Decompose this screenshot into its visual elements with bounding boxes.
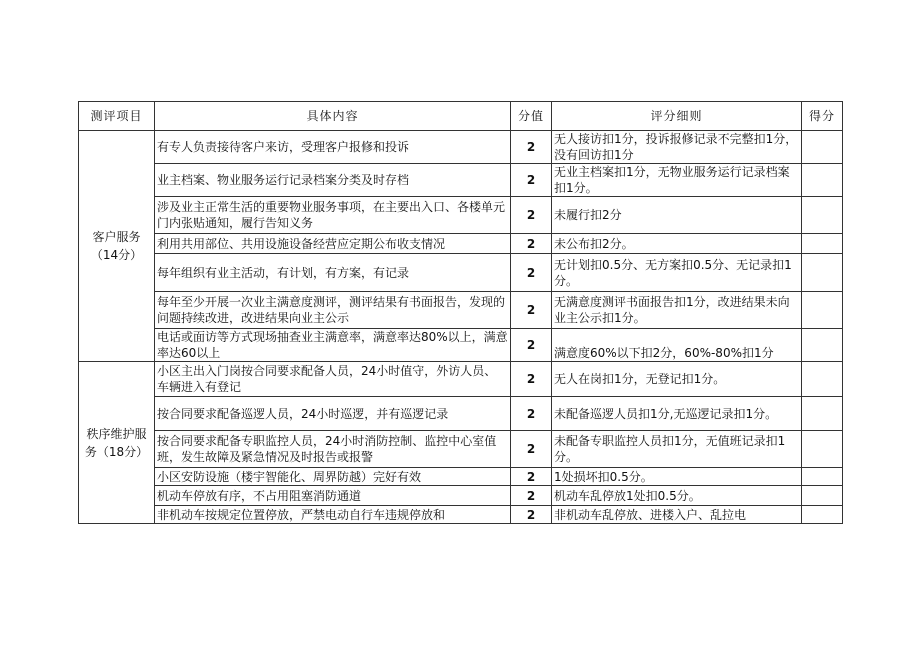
content-cell: 每年组织有业主活动，有计划，有方案，有记录: [155, 254, 511, 292]
table-row: [79, 397, 843, 431]
header-item: 测评项目: [79, 102, 155, 131]
scoring-table: [78, 101, 843, 524]
rule-cell: 无业主档案扣1分，无物业服务运行记录档案扣1分。: [552, 164, 802, 197]
header-result: 得分: [802, 102, 843, 131]
header-score: 分值: [511, 102, 552, 131]
score-cell: 2: [511, 506, 552, 524]
table-row: [79, 197, 843, 234]
section-label-line1: 秩序维护服: [86, 426, 147, 441]
rule-cell: 无人接访扣1分，投诉报修记录不完整扣1分，没有回访扣1分: [552, 131, 802, 164]
rule-cell: 机动车乱停放1处扣0.5分。: [552, 486, 802, 506]
content-cell: 每年至少开展一次业主满意度测评，测评结果有书面报告，发现的问题持续改进，改进结果向业主公示: [155, 292, 511, 329]
table-row: [79, 234, 843, 254]
score-cell: 2: [511, 292, 552, 329]
content-cell: 非机动车按规定位置停放，严禁电动自行车违规停放和: [155, 506, 511, 524]
content-cell: 电话或面访等方式现场抽查业主满意率，满意率达80%以上，满意率达60以上: [155, 329, 511, 362]
content-cell: 小区主出入门岗按合同要求配备人员，24小时值守，外访人员、车辆进入有登记: [155, 362, 511, 397]
rule-cell: 无满意度测评书面报告扣1分，改进结果未向业主公示扣1分。: [552, 292, 802, 329]
result-cell[interactable]: [802, 468, 843, 486]
result-cell[interactable]: [802, 506, 843, 524]
score-cell: 2: [511, 234, 552, 254]
header-row: [79, 102, 843, 131]
result-cell[interactable]: [802, 292, 843, 329]
content-cell: 有专人负责接待客户来访，受理客户报修和投诉: [155, 131, 511, 164]
score-cell: 2: [511, 254, 552, 292]
table-row: [79, 254, 843, 292]
section-label-line2: （14分）: [90, 248, 143, 262]
score-cell: 2: [511, 164, 552, 197]
section-label-line2: 务（18分）: [84, 444, 149, 459]
score-cell: 2: [511, 362, 552, 397]
table-row: [79, 329, 843, 362]
section-label: [79, 362, 155, 524]
table-row: [79, 431, 843, 468]
header-content: 具体内容: [155, 102, 511, 131]
table-row: [79, 506, 843, 524]
result-cell[interactable]: [802, 329, 843, 362]
content-cell: 利用共用部位、共用设施设备经营应定期公布收支情况: [155, 234, 511, 254]
score-cell: 2: [511, 197, 552, 234]
table-row: [79, 468, 843, 486]
rule-cell: 未配备专职监控人员扣1分，无值班记录扣1分。: [552, 431, 802, 468]
content-cell: 机动车停放有序，不占用阻塞消防通道: [155, 486, 511, 506]
table-row: [79, 131, 843, 164]
rule-cell: 1处损坏扣0.5分。: [552, 468, 802, 486]
header-rules: 评分细则: [552, 102, 802, 131]
result-cell[interactable]: [802, 362, 843, 397]
score-cell: 2: [511, 397, 552, 431]
content-cell: 按合同要求配备专职监控人员，24小时消防控制、监控中心室值班，发生故障及紧急情况及时报告或报警: [155, 431, 511, 468]
table-row: [79, 292, 843, 329]
result-cell[interactable]: [802, 486, 843, 506]
content-cell: 业主档案、物业服务运行记录档案分类及时存档: [155, 164, 511, 197]
table-row: [79, 164, 843, 197]
score-cell: 2: [511, 468, 552, 486]
rule-cell: 未配备巡逻人员扣1分,无巡逻记录扣1分。: [552, 397, 802, 431]
content-cell: 小区安防设施（楼宇智能化、周界防越）完好有效: [155, 468, 511, 486]
result-cell[interactable]: [802, 431, 843, 468]
rule-cell: 满意度60%以下扣2分，60%-80%扣1分: [552, 329, 802, 362]
score-cell: 2: [511, 486, 552, 506]
table-row: [79, 362, 843, 397]
content-cell: 按合同要求配备巡逻人员，24小时巡逻，并有巡逻记录: [155, 397, 511, 431]
rule-cell: 无人在岗扣1分，无登记扣1分。: [552, 362, 802, 397]
score-cell: 2: [511, 131, 552, 164]
result-cell[interactable]: [802, 234, 843, 254]
content-cell: 涉及业主正常生活的重要物业服务事项，在主要出入口、各楼单元门内张贴通知，履行告知义务: [155, 197, 511, 234]
rule-cell: 未履行扣2分: [552, 197, 802, 234]
rule-cell: 无计划扣0.5分、无方案扣0.5分、无记录扣1分。: [552, 254, 802, 292]
result-cell[interactable]: [802, 131, 843, 164]
result-cell[interactable]: [802, 164, 843, 197]
rule-cell: 非机动车乱停放、进楼入户、乱拉电: [552, 506, 802, 524]
result-cell[interactable]: [802, 254, 843, 292]
table-row: [79, 486, 843, 506]
score-cell: 2: [511, 431, 552, 468]
score-cell: 2: [511, 329, 552, 362]
result-cell[interactable]: [802, 397, 843, 431]
section-label-line1: 客户服务: [92, 230, 141, 244]
section-label: [79, 131, 155, 362]
result-cell[interactable]: [802, 197, 843, 234]
rule-cell: 未公布扣2分。: [552, 234, 802, 254]
